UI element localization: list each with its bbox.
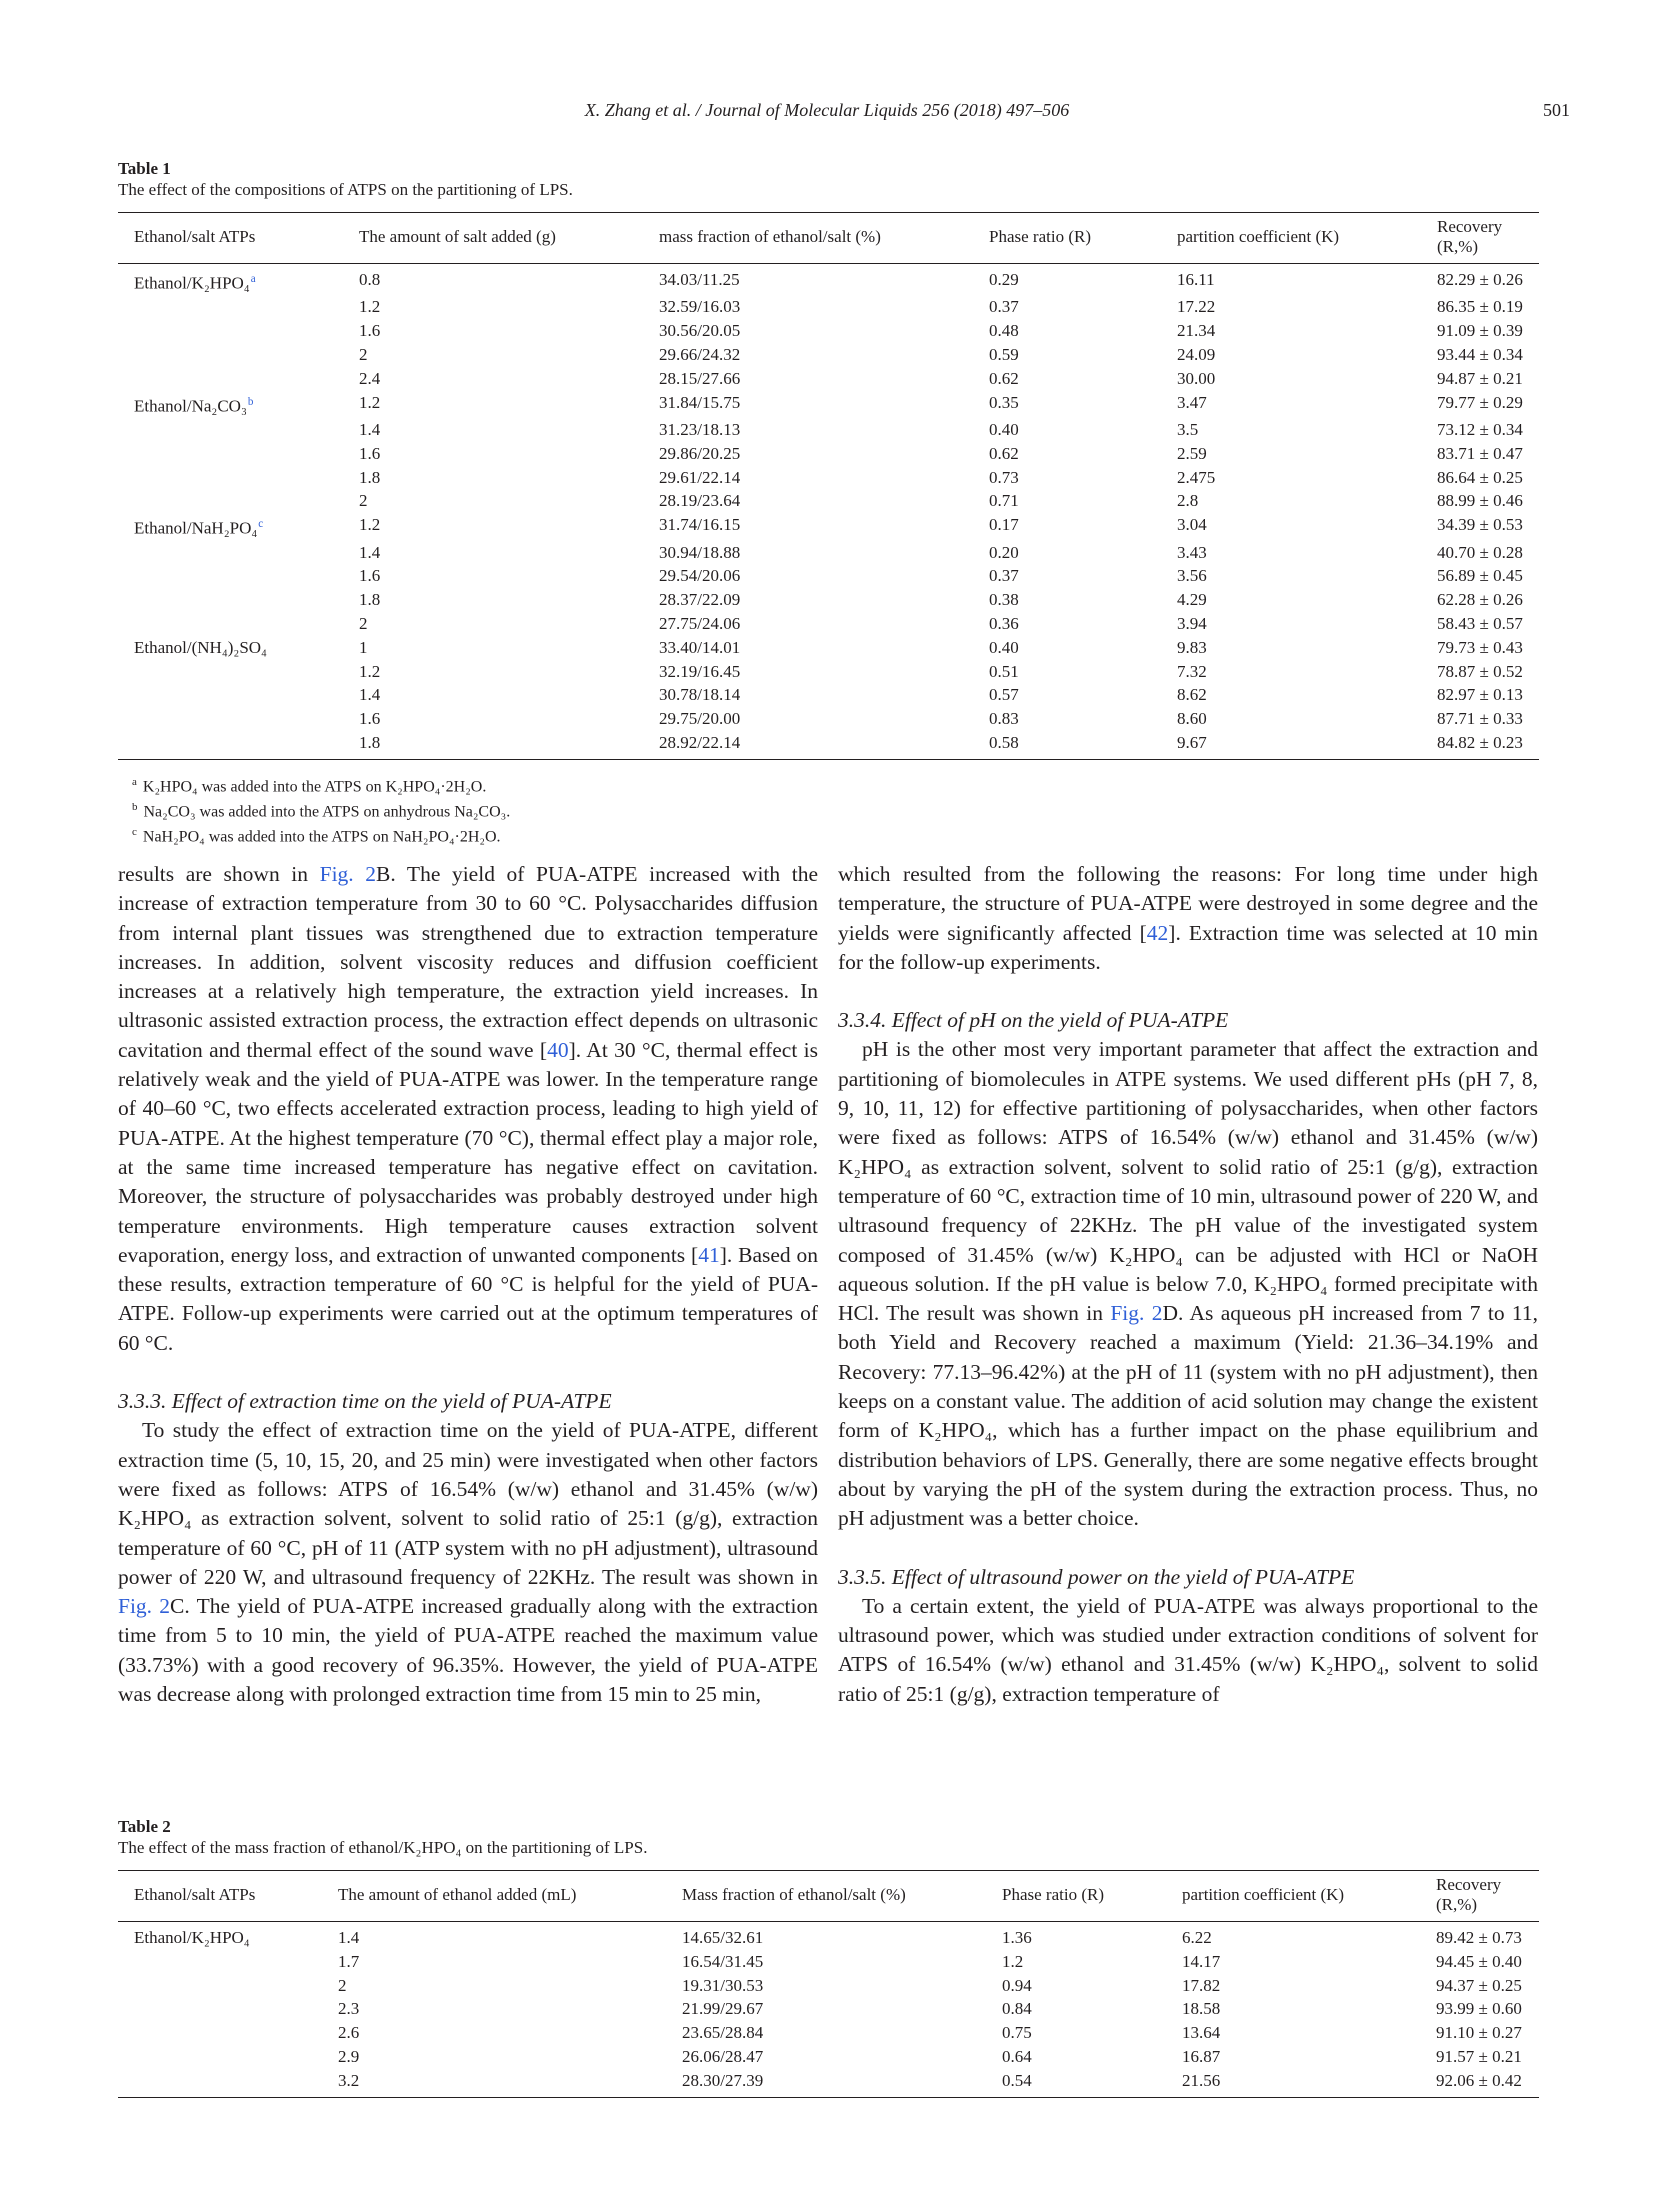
table-cell: 1 [359, 637, 368, 657]
table-cell: 21.99/29.67 [682, 1999, 764, 2019]
row-group-label [118, 564, 343, 588]
table-cell: 28.30/27.39 [666, 2069, 986, 2097]
table-cell: 94.45 ± 0.40 [1436, 1951, 1522, 1971]
footnote-mark: b [132, 801, 138, 814]
row-group-label: Ethanol/(NH₄)₂SO₄ [134, 637, 267, 657]
table-cell: 30.78/18.14 [659, 685, 741, 705]
table-cell: 29.86/20.25 [659, 443, 741, 463]
table-cell: 0.84 [1002, 1999, 1032, 2019]
table-row [118, 391, 1539, 418]
table-cell: 3.04 [1177, 515, 1207, 535]
table-cell: 79.77 ± 0.29 [1437, 392, 1523, 412]
table-cell: 88.99 ± 0.46 [1437, 491, 1523, 511]
row-group-label [118, 2021, 322, 2045]
table-cell: 0.71 [989, 491, 1019, 511]
row-group-label [118, 343, 343, 367]
table-cell: 1.4 [338, 1928, 360, 1947]
table-cell: 2 [359, 614, 368, 634]
table-cell: 2 [338, 1975, 347, 1995]
table-cell: 0.51 [989, 661, 1019, 681]
table-cell: 30.00 [1177, 368, 1216, 388]
table-cell: 30.94/18.88 [659, 542, 741, 562]
table-cell: 29.54/20.06 [659, 566, 741, 586]
table-cell: 0.59 [989, 345, 1019, 365]
table-2-body [118, 1922, 1539, 2098]
table-cell: 0.17 [989, 515, 1019, 535]
table-cell: 29.66/24.32 [659, 345, 741, 365]
row-group-label [118, 295, 343, 319]
table-cell: 86.64 ± 0.25 [1437, 467, 1523, 487]
table-cell: 0.54 [986, 2069, 1166, 2097]
row-group-label [118, 1997, 322, 2021]
table-cell: 3.94 [1177, 614, 1207, 634]
footnote-mark: a [132, 775, 137, 788]
table-row [118, 2045, 1539, 2069]
table-cell: 16.87 [1182, 2046, 1221, 2066]
column-header: Ethanol/salt ATPs [118, 213, 343, 264]
table-cell: 82.29 ± 0.26 [1437, 270, 1523, 289]
table-cell: 0.38 [989, 590, 1019, 610]
row-group-label [118, 612, 343, 636]
table-row [118, 612, 1539, 636]
table-cell: 62.28 ± 0.26 [1437, 590, 1523, 610]
paragraph: To study the effect of extraction time on the yield of PUA-ATPE, different extraction time (5, 10, 15, 20, and 25 min) were investigated when other factors were fixed as follows: ATPS of 16.54% (w/w) ethanol and 31.45% (w/w) K₂HPO₄ as extraction solvent, solvent to solid ratio of 25:1 (g/g), extraction temperature of 60 °C, pH of 11 (ATP system with no pH adjustment), ultrasound power of 220 W, and ultrasound frequency of 22KHz. The result was shown in Fig. 2C. The yield of PUA-ATPE increased gradually along with the extraction time from 5 to 10 min, the yield of PUA-ATPE reached the maximum value (33.73%) with a good recovery of 96.35%. However, the yield of PUA-ATPE was decrease along with prolonged extraction time from 15 min to 25 min, [118, 1418, 818, 1707]
running-header [0, 100, 1654, 128]
footnote-link: a [250, 273, 256, 285]
table-row [118, 442, 1539, 466]
table-cell: 2 [359, 345, 368, 365]
section-heading: 3.3.3. Effect of extraction time on the yield of PUA-ATPE [118, 1389, 612, 1414]
table-cell: 1.7 [338, 1951, 360, 1971]
table-row [118, 367, 1539, 391]
footnote: $^c$ NaH₂PO₄ was added into the ATPS on NaH₂PO₄·2H₂O. [132, 826, 501, 846]
table-row [118, 319, 1539, 343]
table-2 [118, 1816, 1539, 2098]
table-cell: 91.09 ± 0.39 [1437, 321, 1523, 341]
footnote-link: b [247, 395, 254, 408]
table-cell: 2.59 [1177, 443, 1207, 463]
table-cell: 14.17 [1182, 1951, 1221, 1971]
table-row [118, 2021, 1539, 2045]
table-cell: 2.6 [338, 2023, 360, 2043]
figure-link[interactable]: Fig. 2 [1110, 1301, 1163, 1326]
row-group-label [118, 588, 343, 612]
table-cell: 73.12 ± 0.34 [1437, 420, 1523, 440]
table-cell: 93.44 ± 0.34 [1437, 345, 1523, 365]
table-1-grid [118, 212, 1539, 760]
row-group-label [118, 466, 343, 490]
table-row [118, 264, 1539, 296]
table-cell: 1.4 [359, 420, 381, 440]
table-cell: 2.9 [338, 2046, 360, 2066]
table-row [118, 660, 1539, 684]
table-row [118, 636, 1539, 660]
table-cell: 13.64 [1182, 2023, 1221, 2043]
footnote-link: c [258, 518, 264, 531]
table-cell: 30.56/20.05 [659, 321, 741, 341]
table-row [118, 731, 1539, 759]
table-2-grid [118, 1870, 1539, 2098]
section-heading: 3.3.5. Effect of ultrasound power on the yield of PUA-ATPE [838, 1564, 1355, 1589]
table-cell: 1.4 [359, 685, 381, 705]
table-row [118, 683, 1539, 707]
row-group-label: Ethanol/K₂HPO₄$^a$ [134, 273, 256, 293]
table-row [118, 466, 1539, 490]
table-cell: 83.71 ± 0.47 [1437, 443, 1523, 463]
table-cell: 26.06/28.47 [682, 2046, 764, 2066]
row-group-label [118, 683, 343, 707]
table-cell: 79.73 ± 0.43 [1437, 637, 1523, 657]
table-row [118, 564, 1539, 588]
table-cell: 9.67 [1161, 731, 1421, 759]
table-2-label: Table 2 [118, 1817, 171, 1836]
table-cell: 3.2 [322, 2069, 666, 2097]
table-cell: 92.06 ± 0.42 [1420, 2069, 1539, 2097]
table-cell: 82.97 ± 0.13 [1437, 685, 1523, 705]
table-row [118, 707, 1539, 731]
figure-link[interactable]: Fig. 2 [118, 1594, 171, 1619]
column-header: mass fraction of ethanol/salt (%) [643, 213, 973, 264]
table-cell: 9.83 [1177, 637, 1207, 657]
table-cell: 28.37/22.09 [659, 590, 741, 610]
table-cell: 1.2 [359, 515, 381, 535]
table-cell: 0.20 [989, 542, 1019, 562]
table-cell: 31.74/16.15 [659, 515, 741, 535]
table-cell: 31.84/15.75 [659, 392, 741, 412]
paragraph: To a certain extent, the yield of PUA-ATPE was always proportional to the ultrasound power, which was studied under extraction conditions of solvent for ATPS of 16.54% (w/w) ethanol and 31.45% (w/w) K₂HPO₄, solvent to solid ratio of 25:1 (g/g), extraction temperature of [838, 1593, 1538, 1706]
table-cell: 40.70 ± 0.28 [1437, 542, 1523, 562]
table-cell: 1.36 [1002, 1928, 1032, 1947]
table-cell: 18.58 [1182, 1999, 1221, 2019]
table-cell: 1.2 [359, 297, 381, 317]
table-cell: 3.43 [1177, 542, 1207, 562]
table-cell: 0.37 [989, 566, 1019, 586]
table-cell: 0.29 [989, 270, 1019, 289]
table-cell: 0.75 [1002, 2023, 1032, 2043]
table-cell: 1.8 [343, 731, 643, 759]
table-cell: 2 [359, 491, 368, 511]
table-cell: 17.22 [1177, 297, 1216, 317]
table-1-body [118, 264, 1539, 760]
column-header: partition coefficient (K) [1166, 1871, 1420, 1922]
column-header: Phase ratio (R) [973, 213, 1161, 264]
table-cell: 2.475 [1177, 467, 1216, 487]
table-cell: 58.43 ± 0.57 [1437, 614, 1523, 634]
figure-link[interactable]: Fig. 2 [319, 862, 377, 886]
table-row [118, 1997, 1539, 2021]
row-group-label: Ethanol/NaH₂PO₄$^c$ [134, 518, 264, 538]
table-cell: 27.75/24.06 [659, 614, 741, 634]
table-cell: 94.87 ± 0.21 [1437, 368, 1523, 388]
table-cell: 0.35 [989, 392, 1019, 412]
column-header: The amount of salt added (g) [343, 213, 643, 264]
table-cell: 1.8 [359, 590, 381, 610]
table-row [118, 2069, 1539, 2097]
column-header: Recovery (R,%) [1421, 213, 1539, 264]
row-group-label [118, 489, 343, 513]
table-1-label: Table 1 [118, 159, 171, 178]
column-header: Phase ratio (R) [986, 1871, 1166, 1922]
footnote: $^b$ Na₂CO₃ was added into the ATPS on anhydrous Na₂CO₃. [132, 801, 511, 821]
table-cell: 0.48 [989, 321, 1019, 341]
row-group-label [118, 442, 343, 466]
table-cell: 28.92/22.14 [643, 731, 973, 759]
table-cell: 0.62 [989, 443, 1019, 463]
table-1-caption: The effect of the compositions of ATPS on the partitioning of LPS. [118, 180, 573, 199]
column-header: Mass fraction of ethanol/salt (%) [666, 1871, 986, 1922]
table-2-caption: The effect of the mass fraction of ethanol/K₂HPO₄ on the partitioning of LPS. [118, 1838, 648, 1857]
table-cell: 33.40/14.01 [659, 637, 741, 657]
citation-link[interactable]: 40 [547, 1037, 569, 1062]
table-cell: 21.56 [1166, 2069, 1420, 2097]
table-row [118, 1950, 1539, 1974]
table-cell: 34.39 ± 0.53 [1437, 515, 1523, 535]
citation-link[interactable]: 41 [698, 1242, 720, 1267]
table-cell: 89.42 ± 0.73 [1436, 1928, 1522, 1947]
table-cell: 0.62 [989, 368, 1019, 388]
table-cell: 7.32 [1177, 661, 1207, 681]
table-cell: 0.94 [1002, 1975, 1032, 1995]
row-group-label [118, 418, 343, 442]
table-cell: 17.82 [1182, 1975, 1221, 1995]
table-cell: 1.6 [359, 443, 381, 463]
table-cell: 29.61/22.14 [659, 467, 741, 487]
table-cell: 1.2 [359, 392, 381, 412]
table-cell: 28.19/23.64 [659, 491, 741, 511]
table-cell: 1.4 [359, 542, 381, 562]
table-row [118, 489, 1539, 513]
paragraph: results are shown in Fig. 2B. The yield of PUA-ATPE increased with the increase of extraction temperature from 30 to 60 °C. Polysaccharides diffusion from internal plant tissues was strengthened due to extraction temperature increases. In addition, solvent viscosity reduces and diffusion coefficient increases at a relatively high temperature, the extraction yield increases. In ultrasonic assisted extraction process, the extraction effect depends on ultrasonic cavitation and thermal effect of the sound wave [40]. At 30 °C, thermal effect is relatively weak and the yield of PUA-ATPE was lower. In the temperature range of 40–60 °C, two effects accelerated extraction process, leading to high yield of PUA-ATPE. At the highest temperature (70 °C), thermal effect play a major role, at the same time increased temperature has negative effect on cavitation. Moreover, the structure of polysaccharides was probably destroyed under high temperature environments. High temperature causes extraction solvent evaporation, energy loss, and extraction of unwanted components [41]. Based on these results, extraction temperature of 60 °C is helpful for the yield of PUA-ATPE. Follow-up experiments were carried out at the optimum temperatures of 60 °C. [118, 862, 818, 1355]
table-header-row [118, 1871, 1539, 1922]
right-column [838, 860, 1538, 1709]
table-cell: 1.2 [1002, 1951, 1024, 1971]
table-cell: 32.19/16.45 [659, 661, 741, 681]
left-column [118, 860, 818, 1709]
row-group-label [118, 2069, 322, 2097]
table-row [118, 295, 1539, 319]
table-cell: 0.37 [989, 297, 1019, 317]
table-cell: 3.56 [1177, 566, 1207, 586]
table-cell: 91.10 ± 0.27 [1436, 2023, 1522, 2043]
table-cell: 21.34 [1177, 321, 1216, 341]
table-cell: 3.5 [1177, 420, 1199, 440]
row-group-label [118, 731, 343, 759]
table-row [118, 513, 1539, 540]
table-cell: 0.36 [989, 614, 1019, 634]
paragraph: pH is the other most very important parameter that affect the extraction and partitioning of biomolecules in ATPE systems. We used different pHs (pH 7, 8, 9, 10, 11, 12) for effective partitioning of polysaccharides, when other factors were fixed as follows: ATPS of 16.54% (w/w) ethanol and 31.45% (w/w) K₂HPO₄ as extraction solvent, solvent to solid ratio of 25:1 (g/g), extraction temperature of 60 °C, extraction time of 10 min, ultrasound power of 220 W, and ultrasound frequency of 22KHz. The pH value of the investigated system composed of 31.45% (w/w) K₂HPO₄ can be adjusted with HCl or NaOH aqueous solution. If the pH value is below 7.0, K₂HPO₄ formed precipitate with HCl. The result was shown in Fig. 2D. As aqueous pH increased from 7 to 11, both Yield and Recovery reached a maximum (Yield: 21.36–34.19% and Recovery: 77.13–96.42%) at the pH of 11 (system with no pH adjustment), then keeps on a constant value. The addition of acid solution may change the existent form of K₂HPO₄, which has a further impact on the phase equilibrium and distribution behaviors of LPS. Generally, there are some negative effects brought about by varying the pH of the system during the extraction process. Thus, no pH adjustment was a better choice. [838, 1037, 1538, 1531]
table-cell: 0.40 [989, 637, 1019, 657]
table-row [118, 588, 1539, 612]
table-row [118, 343, 1539, 367]
table-cell: 19.31/30.53 [682, 1975, 764, 1995]
table-1-footnotes [118, 772, 1539, 848]
table-cell: 0.58 [973, 731, 1161, 759]
table-row [118, 541, 1539, 565]
row-group-label: Ethanol/K₂HPO₄ [134, 1928, 250, 1947]
table-cell: 1.6 [359, 709, 381, 729]
table-cell: 94.37 ± 0.25 [1436, 1975, 1522, 1995]
table-cell: 93.99 ± 0.60 [1436, 1999, 1522, 2019]
table-header-row [118, 213, 1539, 264]
row-group-label [118, 541, 343, 565]
table-cell: 34.03/11.25 [659, 270, 740, 289]
table-cell: 2.4 [359, 368, 381, 388]
table-cell: 14.65/32.61 [682, 1928, 764, 1947]
table-cell: 3.47 [1177, 392, 1207, 412]
table-cell: 0.40 [989, 420, 1019, 440]
table-cell: 0.73 [989, 467, 1019, 487]
table-cell: 86.35 ± 0.19 [1437, 297, 1523, 317]
footnote: $^a$ K₂HPO₄ was added into the ATPS on K₂HPO₄·2H₂O. [132, 775, 487, 796]
citation-link[interactable]: 42 [1146, 920, 1169, 945]
row-group-label: Ethanol/Na₂CO₃$^b$ [134, 395, 254, 416]
table-row [118, 1922, 1539, 1950]
table-cell: 87.71 ± 0.33 [1437, 709, 1523, 729]
table-cell: 91.57 ± 0.21 [1436, 2046, 1522, 2066]
table-cell: 1.2 [359, 661, 381, 681]
table-cell: 16.11 [1177, 270, 1215, 289]
table-cell: 1.6 [359, 321, 381, 341]
table-cell: 32.59/16.03 [659, 297, 741, 317]
table-cell: 0.57 [989, 685, 1019, 705]
table-cell: 8.62 [1177, 685, 1207, 705]
row-group-label [118, 367, 343, 391]
column-header: Recovery (R,%) [1420, 1871, 1539, 1922]
journal-citation: X. Zhang et al. / Journal of Molecular Liquids 256 (2018) 497–506 [584, 100, 1070, 120]
table-cell: 23.65/28.84 [682, 2023, 764, 2043]
table-cell: 84.82 ± 0.23 [1421, 731, 1539, 759]
table-row [118, 418, 1539, 442]
table-cell: 2.3 [338, 1999, 360, 2019]
page-number: 501 [1543, 100, 1570, 120]
column-header: Ethanol/salt ATPs [118, 1871, 322, 1922]
column-header: The amount of ethanol added (mL) [322, 1871, 666, 1922]
table-cell: 6.22 [1182, 1928, 1212, 1947]
paragraph: which resulted from the following the reasons: For long time under high temperature, the structure of PUA-ATPE were destroyed in some degree and the yields were significantly affected [42]. Extraction time was selected at 10 min for the follow-up experiments. [838, 862, 1538, 974]
row-group-label [118, 660, 343, 684]
table-cell: 8.60 [1177, 709, 1207, 729]
table-cell: 1.8 [359, 467, 381, 487]
table-cell: 16.54/31.45 [682, 1951, 764, 1971]
table-cell: 78.87 ± 0.52 [1437, 661, 1523, 681]
table-row [118, 1974, 1539, 1998]
row-group-label [118, 2045, 322, 2069]
table-cell: 56.89 ± 0.45 [1437, 566, 1523, 586]
row-group-label [118, 319, 343, 343]
table-cell: 0.8 [359, 270, 381, 289]
row-group-label [118, 1950, 322, 1974]
table-cell: 1.6 [359, 566, 381, 586]
table-1 [118, 158, 1539, 848]
section-heading: 3.3.4. Effect of pH on the yield of PUA-ATPE [838, 1008, 1229, 1033]
row-group-label [118, 707, 343, 731]
table-cell: 24.09 [1177, 345, 1216, 365]
column-header: partition coefficient (K) [1161, 213, 1421, 264]
footnote-mark: c [132, 826, 137, 839]
table-cell: 0.83 [989, 709, 1019, 729]
table-cell: 31.23/18.13 [659, 420, 741, 440]
table-cell: 4.29 [1177, 590, 1207, 610]
table-cell: 2.8 [1177, 491, 1199, 511]
table-cell: 28.15/27.66 [659, 368, 741, 388]
row-group-label [118, 1974, 322, 1998]
table-cell: 29.75/20.00 [659, 709, 741, 729]
table-cell: 0.64 [1002, 2046, 1032, 2066]
